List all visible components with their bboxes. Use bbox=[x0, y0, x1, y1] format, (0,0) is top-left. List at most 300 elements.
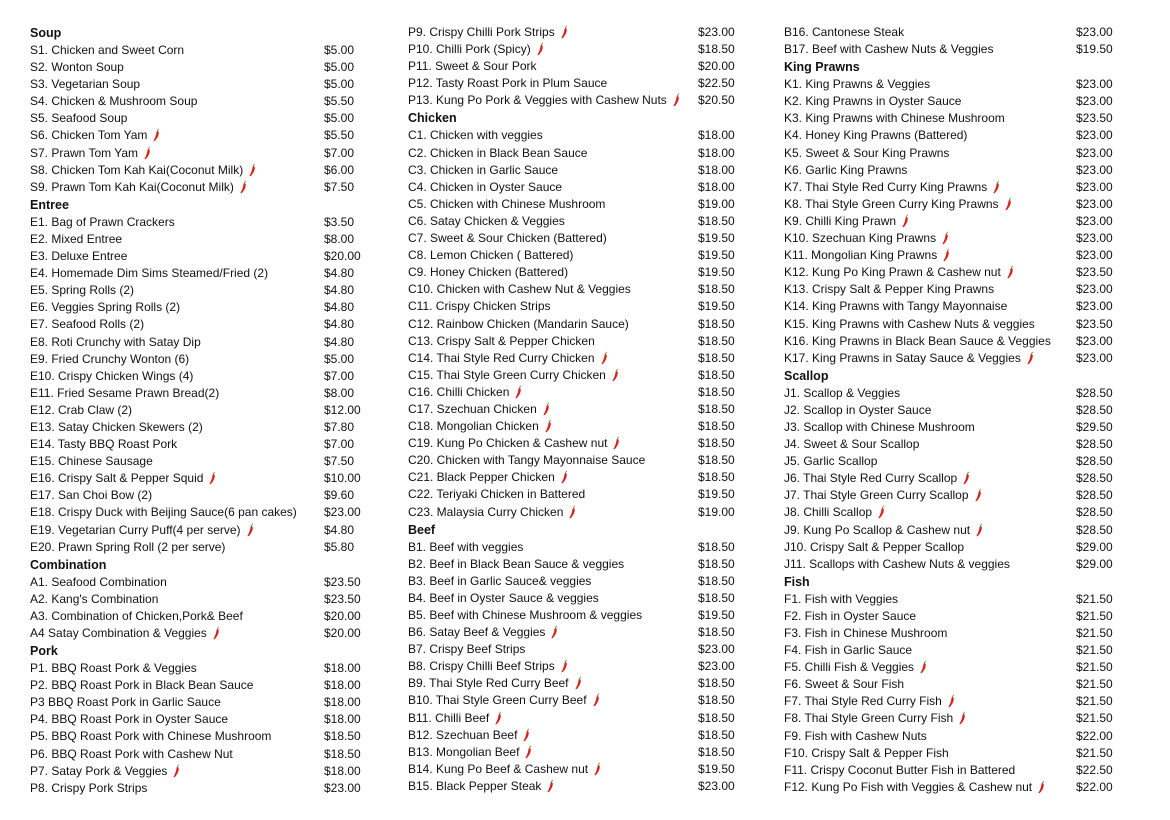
menu-item-price: $21.50 bbox=[1076, 694, 1113, 709]
menu-item-name: J10. Crispy Salt & Pepper Scallop bbox=[784, 539, 965, 554]
menu-item-price: $19.50 bbox=[698, 761, 735, 776]
menu-item-price: $4.80 bbox=[324, 300, 355, 315]
menu-item-name: F1. Fish with Veggies bbox=[784, 591, 899, 606]
menu-item-price: $21.50 bbox=[1076, 626, 1113, 640]
menu-item-name: E19. Vegetarian Curry Puff(4 per serve) bbox=[30, 522, 241, 537]
menu-item bbox=[408, 452, 744, 469]
menu-item-name: B11. Chilli Beef bbox=[408, 710, 490, 725]
menu-item bbox=[30, 231, 370, 248]
menu-item bbox=[784, 556, 1124, 573]
menu-item-price: $28.50 bbox=[1076, 488, 1113, 503]
menu-item bbox=[408, 179, 744, 196]
menu-item-price: $21.50 bbox=[1076, 711, 1113, 726]
menu-item-price: $12.00 bbox=[324, 402, 361, 417]
menu-item-price: $3.50 bbox=[324, 214, 355, 229]
menu-item bbox=[784, 110, 1124, 127]
menu-item-name: A3. Combination of Chicken,Pork& Beef bbox=[30, 608, 243, 623]
menu-item bbox=[784, 41, 1124, 58]
menu-item bbox=[408, 539, 744, 556]
menu-item bbox=[408, 264, 744, 281]
menu-item-name: S4. Chicken & Mushroom Soup bbox=[30, 94, 198, 109]
menu-item bbox=[408, 196, 744, 213]
chili-pepper-icon bbox=[919, 660, 927, 674]
menu-item-price: $18.50 bbox=[698, 42, 735, 57]
menu-item-name: B2. Beef in Black Bean Sauce & veggies bbox=[408, 556, 625, 571]
menu-item-name: J2. Scallop in Oyster Sauce bbox=[784, 402, 932, 417]
chili-pepper-icon bbox=[542, 402, 550, 416]
menu-item-name: B12. Szechuan Beef bbox=[408, 727, 518, 742]
menu-item bbox=[784, 728, 1124, 745]
menu-item bbox=[30, 608, 370, 625]
menu-item-price: $5.00 bbox=[324, 351, 355, 366]
menu-item-name: P1. BBQ Roast Pork & Veggies bbox=[30, 661, 197, 676]
chili-pepper-icon bbox=[1006, 265, 1014, 279]
menu-item-name: B9. Thai Style Red Curry Beef bbox=[408, 676, 569, 691]
menu-item-price: $18.50 bbox=[698, 436, 735, 451]
chili-pepper-icon bbox=[992, 180, 1000, 194]
menu-item bbox=[408, 658, 744, 675]
menu-item-name: C7. Sweet & Sour Chicken (Battered) bbox=[408, 231, 607, 246]
menu-item bbox=[30, 316, 370, 333]
menu-item-price: $23.00 bbox=[324, 505, 361, 520]
menu-item-name: B13. Mongolian Beef bbox=[408, 744, 520, 759]
menu-item-name: J6. Thai Style Red Curry Scallop bbox=[784, 471, 958, 486]
menu-item-name: E4. Homemade Dim Sims Steamed/Fried (2) bbox=[30, 266, 269, 281]
menu-item bbox=[408, 281, 744, 298]
menu-item bbox=[408, 230, 744, 247]
menu-item-price: $18.50 bbox=[698, 573, 735, 588]
menu-item-name: C18. Mongolian Chicken bbox=[408, 419, 539, 434]
chili-pepper-icon bbox=[1026, 351, 1034, 365]
menu-item-price: $7.00 bbox=[324, 145, 355, 160]
menu-item-price: $18.00 bbox=[324, 695, 361, 710]
menu-item bbox=[408, 298, 744, 315]
menu-item-name: C8. Lemon Chicken ( Battered) bbox=[408, 248, 574, 263]
menu-item-name: E13. Satay Chicken Skewers (2) bbox=[30, 419, 203, 434]
menu-item-price: $8.00 bbox=[324, 385, 355, 400]
menu-item bbox=[784, 522, 1124, 539]
menu-item bbox=[30, 162, 370, 179]
menu-item-name: F3. Fish in Chinese Mushroom bbox=[784, 626, 948, 640]
menu-item bbox=[784, 470, 1124, 487]
menu-item-price: $19.00 bbox=[698, 504, 735, 519]
menu-item-price: $23.50 bbox=[1076, 111, 1113, 126]
menu-item-price: $28.50 bbox=[1076, 385, 1113, 400]
menu-item bbox=[30, 591, 370, 608]
menu-item bbox=[408, 92, 744, 109]
menu-item-name: F2. Fish in Oyster Sauce bbox=[784, 608, 917, 623]
menu-item-price: $18.50 bbox=[698, 676, 735, 691]
menu-item bbox=[30, 763, 370, 780]
menu-item-price: $28.50 bbox=[1076, 402, 1113, 417]
menu-item-name: E2. Mixed Entree bbox=[30, 231, 123, 246]
menu-item bbox=[30, 711, 370, 728]
menu-item-price: $18.50 bbox=[698, 419, 735, 434]
menu-item bbox=[784, 710, 1124, 727]
menu-item-price: $5.80 bbox=[324, 539, 355, 554]
menu-item-name: A2. Kang's Combination bbox=[30, 591, 159, 606]
menu-item-name: C5. Chicken with Chinese Mushroom bbox=[408, 196, 606, 211]
menu-item-price: $21.50 bbox=[1076, 745, 1113, 760]
menu-item-price: $22.50 bbox=[698, 76, 735, 91]
menu-item-price: $18.50 bbox=[698, 213, 735, 228]
menu-item-price: $4.80 bbox=[324, 266, 355, 281]
chili-pepper-icon bbox=[962, 471, 970, 485]
menu-item bbox=[30, 539, 370, 556]
chili-pepper-icon bbox=[975, 523, 983, 537]
menu-item bbox=[30, 402, 370, 419]
menu-item-price: $19.50 bbox=[698, 231, 735, 246]
menu-item bbox=[408, 316, 744, 333]
chili-pepper-icon bbox=[901, 214, 909, 228]
menu-item-name: F4. Fish in Garlic Sauce bbox=[784, 643, 913, 658]
menu-item bbox=[784, 298, 1124, 315]
menu-column-1 bbox=[30, 24, 370, 797]
chili-pepper-icon bbox=[524, 745, 532, 759]
menu-item-name: J9. Kung Po Scallop & Cashew nut bbox=[784, 522, 971, 537]
menu-item-name: B17. Beef with Cashew Nuts & Veggies bbox=[784, 42, 994, 57]
menu-item-name: B7. Crispy Beef Strips bbox=[408, 642, 526, 657]
menu-item bbox=[784, 745, 1124, 762]
menu-item bbox=[408, 350, 744, 367]
menu-item bbox=[784, 436, 1124, 453]
menu-item-price: $20.00 bbox=[698, 59, 735, 74]
menu-item bbox=[30, 179, 370, 196]
menu-item-name: C17. Szechuan Chicken bbox=[408, 401, 537, 416]
menu-item-name: K5. Sweet & Sour King Prawns bbox=[784, 145, 950, 160]
menu-item bbox=[408, 573, 744, 590]
menu-item-price: $18.50 bbox=[324, 729, 361, 744]
menu-item-name: C11. Crispy Chicken Strips bbox=[408, 299, 551, 314]
menu-item-price: $18.50 bbox=[698, 316, 735, 331]
menu-item-name: C1. Chicken with veggies bbox=[408, 128, 543, 143]
menu-item-name: K17. King Prawns in Satay Sauce & Veggies bbox=[784, 350, 1021, 365]
section-title: Fish bbox=[784, 574, 810, 589]
menu-item-price: $4.80 bbox=[324, 283, 355, 298]
menu-item-name: S5. Seafood Soup bbox=[30, 111, 128, 126]
menu-item-price: $23.50 bbox=[1076, 316, 1113, 331]
menu-item-price: $7.00 bbox=[324, 368, 355, 383]
menu-item-price: $29.50 bbox=[1076, 419, 1113, 434]
menu-item-price: $28.50 bbox=[1076, 471, 1113, 486]
menu-item-price: $6.00 bbox=[324, 162, 355, 177]
chili-pepper-icon bbox=[514, 385, 522, 399]
menu-item-name: S8. Chicken Tom Kah Kai(Coconut Milk) bbox=[30, 162, 244, 177]
menu-item-price: $18.50 bbox=[698, 590, 735, 605]
menu-item-price: $28.50 bbox=[1076, 437, 1113, 452]
menu-item-price: $18.50 bbox=[698, 556, 735, 571]
chili-pepper-icon bbox=[560, 659, 568, 673]
menu-item bbox=[784, 213, 1124, 230]
menu-item-name: S6. Chicken Tom Yam bbox=[30, 128, 148, 143]
chili-pepper-icon bbox=[239, 180, 247, 194]
menu-item-name: B1. Beef with veggies bbox=[408, 539, 524, 554]
menu-item-price: $29.00 bbox=[1076, 556, 1113, 571]
menu-item-price: $5.00 bbox=[324, 60, 355, 75]
menu-item-name: P13. Kung Po Pork & Veggies with Cashew Nuts bbox=[408, 93, 667, 108]
menu-item-price: $23.00 bbox=[1076, 25, 1113, 39]
menu-item-price: $23.00 bbox=[698, 25, 735, 39]
menu-item-name: J11. Scallops with Cashew Nuts & veggies bbox=[784, 556, 1010, 571]
menu-item bbox=[408, 41, 744, 58]
menu-item bbox=[408, 744, 744, 761]
menu-item-name: C15. Thai Style Green Curry Chicken bbox=[408, 367, 606, 382]
menu-item-name: F6. Sweet & Sour Fish bbox=[784, 677, 905, 692]
menu-item-price: $7.00 bbox=[324, 437, 355, 452]
menu-item-name: P3 BBQ Roast Pork in Garlic Sauce bbox=[30, 695, 221, 710]
chili-pepper-icon bbox=[958, 711, 966, 725]
chili-pepper-icon bbox=[574, 676, 582, 690]
menu-item-price: $18.50 bbox=[324, 746, 361, 761]
menu-item-name: K3. King Prawns with Chinese Mushroom bbox=[784, 111, 1005, 126]
menu-item bbox=[784, 504, 1124, 521]
menu-item-price: $18.50 bbox=[698, 401, 735, 416]
menu-item-price: $23.00 bbox=[1076, 179, 1113, 194]
menu-item-name: E16. Crispy Salt & Pepper Squid bbox=[30, 471, 204, 486]
menu-item bbox=[408, 247, 744, 264]
chili-pepper-icon bbox=[544, 419, 552, 433]
menu-item-price: $23.00 bbox=[1076, 333, 1113, 348]
menu-item bbox=[784, 608, 1124, 625]
menu-item-name: C13. Crispy Salt & Pepper Chicken bbox=[408, 333, 595, 348]
menu-item-name: K13. Crispy Salt & Pepper King Prawns bbox=[784, 282, 995, 297]
menu-item-name: B4. Beef in Oyster Sauce & veggies bbox=[408, 590, 599, 605]
menu-item bbox=[784, 24, 1124, 41]
menu-item-name: K11. Mongolian King Prawns bbox=[784, 248, 938, 263]
menu-item bbox=[30, 660, 370, 677]
section-title: Entree bbox=[30, 197, 69, 212]
menu-item bbox=[784, 76, 1124, 93]
menu-item-price: $7.50 bbox=[324, 179, 355, 194]
menu-item bbox=[784, 539, 1124, 556]
menu-item-name: C6. Satay Chicken & Veggies bbox=[408, 213, 565, 228]
menu-item-price: $20.00 bbox=[324, 626, 361, 640]
chili-pepper-icon bbox=[536, 42, 544, 56]
menu-item bbox=[784, 487, 1124, 504]
menu-item bbox=[784, 625, 1124, 642]
menu-item-price: $18.50 bbox=[698, 282, 735, 297]
menu-item-price: $23.00 bbox=[1076, 128, 1113, 143]
menu-item bbox=[408, 401, 744, 418]
chili-pepper-icon bbox=[974, 488, 982, 502]
menu-item-name: K7. Thai Style Red Curry King Prawns bbox=[784, 179, 988, 194]
menu-item bbox=[408, 607, 744, 624]
menu-item-name: E10. Crispy Chicken Wings (4) bbox=[30, 368, 194, 383]
menu-item-name: P8. Crispy Pork Strips bbox=[30, 780, 148, 795]
menu-item-price: $20.00 bbox=[324, 608, 361, 623]
menu-item-price: $28.50 bbox=[1076, 454, 1113, 469]
menu-item bbox=[30, 677, 370, 694]
menu-item-name: C16. Chilli Chicken bbox=[408, 384, 510, 399]
menu-item-name: E17. San Choi Bow (2) bbox=[30, 488, 153, 503]
menu-item bbox=[784, 591, 1124, 608]
menu-item-name: B14. Kung Po Beef & Cashew nut bbox=[408, 761, 589, 776]
menu-item-name: P10. Chilli Pork (Spicy) bbox=[408, 42, 531, 57]
menu-item-name: B6. Satay Beef & Veggies bbox=[408, 625, 546, 640]
menu-item-name: B3. Beef in Garlic Sauce& veggies bbox=[408, 573, 592, 588]
chili-pepper-icon bbox=[593, 762, 601, 776]
menu-item-price: $28.50 bbox=[1076, 522, 1113, 537]
menu-item bbox=[30, 504, 370, 521]
menu-item bbox=[30, 574, 370, 591]
menu-item bbox=[408, 435, 744, 452]
menu-item-price: $5.00 bbox=[324, 43, 355, 57]
chili-pepper-icon bbox=[942, 248, 950, 262]
menu-item-price: $23.00 bbox=[1076, 196, 1113, 211]
menu-item-price: $20.00 bbox=[324, 249, 361, 264]
menu-item bbox=[784, 762, 1124, 779]
menu-item-name: S7. Prawn Tom Yam bbox=[30, 145, 139, 160]
menu-item-name: K2. King Prawns in Oyster Sauce bbox=[784, 94, 962, 109]
menu-item-name: C22. Teriyaki Chicken in Battered bbox=[408, 487, 586, 502]
menu-item-name: E11. Fried Sesame Prawn Bread(2) bbox=[30, 385, 220, 400]
menu-item bbox=[408, 504, 744, 521]
chili-pepper-icon bbox=[592, 693, 600, 707]
menu-item bbox=[30, 59, 370, 76]
menu-item-name: C10. Chicken with Cashew Nut & Veggies bbox=[408, 282, 631, 297]
menu-item-name: E14. Tasty BBQ Roast Pork bbox=[30, 437, 178, 452]
menu-item bbox=[408, 710, 744, 727]
menu-item-name: F12. Kung Po Fish with Veggies & Cashew nut bbox=[784, 779, 1033, 794]
menu-item-price: $19.50 bbox=[698, 608, 735, 622]
menu-item bbox=[30, 694, 370, 711]
menu-item bbox=[784, 659, 1124, 676]
menu-item bbox=[408, 486, 744, 503]
menu-item-name: E15. Chinese Sausage bbox=[30, 454, 153, 469]
menu-item-name: J8. Chilli Scallop bbox=[784, 505, 873, 520]
menu-item bbox=[408, 469, 744, 486]
menu-item-name: K1. King Prawns & Veggies bbox=[784, 77, 931, 92]
menu-item-name: E12. Crab Claw (2) bbox=[30, 402, 133, 417]
menu-item bbox=[30, 282, 370, 299]
menu-item-name: E20. Prawn Spring Roll (2 per serve) bbox=[30, 539, 226, 554]
menu-item bbox=[784, 333, 1124, 350]
menu-item bbox=[784, 145, 1124, 162]
menu-item-price: $22.00 bbox=[1076, 779, 1113, 794]
chili-pepper-icon bbox=[143, 146, 151, 160]
menu-item bbox=[30, 127, 370, 144]
menu-item-name: E9. Fried Crunchy Wonton (6) bbox=[30, 351, 190, 366]
menu-item-name: P4. BBQ Roast Pork in Oyster Sauce bbox=[30, 712, 229, 727]
menu-item bbox=[408, 727, 744, 744]
menu-item-name: C19. Kung Po Chicken & Cashew nut bbox=[408, 436, 608, 451]
menu-item-name: S2. Wonton Soup bbox=[30, 60, 124, 75]
menu-item-name: B10. Thai Style Green Curry Beef bbox=[408, 693, 587, 708]
chili-pepper-icon bbox=[550, 625, 558, 639]
chili-pepper-icon bbox=[212, 626, 220, 640]
menu-item bbox=[408, 58, 744, 75]
menu-item-name: S1. Chicken and Sweet Corn bbox=[30, 43, 185, 57]
chili-pepper-icon bbox=[522, 728, 530, 742]
menu-item-price: $23.00 bbox=[1076, 162, 1113, 177]
menu-item-price: $23.00 bbox=[1076, 213, 1113, 228]
menu-item-name: K14. King Prawns with Tangy Mayonnaise bbox=[784, 299, 1008, 314]
menu-item-price: $18.50 bbox=[698, 367, 735, 382]
menu-item bbox=[784, 230, 1124, 247]
menu-item-price: $23.00 bbox=[1076, 94, 1113, 109]
menu-item-name: K4. Honey King Prawns (Battered) bbox=[784, 128, 968, 143]
menu-item-name: C2. Chicken in Black Bean Sauce bbox=[408, 145, 588, 160]
menu-item-price: $23.00 bbox=[1076, 145, 1113, 160]
menu-item-price: $5.00 bbox=[324, 77, 355, 92]
menu-item-price: $23.00 bbox=[1076, 282, 1113, 297]
menu-item-price: $23.00 bbox=[324, 780, 361, 795]
menu-item-price: $18.50 bbox=[698, 625, 735, 640]
menu-item-price: $19.50 bbox=[698, 299, 735, 314]
menu-item-name: K6. Garlic King Prawns bbox=[784, 162, 908, 177]
chili-pepper-icon bbox=[246, 523, 254, 537]
menu-item bbox=[784, 779, 1124, 796]
menu-item-name: C20. Chicken with Tangy Mayonnaise Sauce bbox=[408, 453, 646, 468]
menu-item-price: $18.00 bbox=[324, 678, 361, 693]
menu-item-price: $10.00 bbox=[324, 471, 361, 486]
menu-item-price: $18.50 bbox=[698, 333, 735, 348]
menu-item bbox=[784, 162, 1124, 179]
menu-item-name: C3. Chicken in Garlic Sauce bbox=[408, 162, 559, 177]
menu-item bbox=[408, 213, 744, 230]
menu-item-price: $18.50 bbox=[698, 384, 735, 399]
menu-item bbox=[408, 24, 744, 41]
menu-item-price: $23.00 bbox=[1076, 77, 1113, 92]
chili-pepper-icon bbox=[494, 711, 502, 725]
chili-pepper-icon bbox=[568, 505, 576, 519]
menu-item-price: $23.50 bbox=[1076, 265, 1113, 280]
menu-item bbox=[30, 214, 370, 231]
menu-item-name: S3. Vegetarian Soup bbox=[30, 77, 141, 92]
menu-item bbox=[30, 368, 370, 385]
menu-item bbox=[30, 419, 370, 436]
menu-item-price: $23.50 bbox=[324, 591, 361, 606]
menu-item-price: $22.50 bbox=[1076, 762, 1113, 777]
menu-item-price: $23.00 bbox=[1076, 299, 1113, 314]
menu-item bbox=[784, 196, 1124, 213]
menu-column-3 bbox=[784, 24, 1124, 796]
menu-item-price: $23.00 bbox=[1076, 231, 1113, 246]
menu-item bbox=[408, 75, 744, 92]
menu-item-name: C4. Chicken in Oyster Sauce bbox=[408, 179, 563, 194]
menu-item-price: $18.00 bbox=[698, 179, 735, 194]
menu-item-name: K10. Szechuan King Prawns bbox=[784, 231, 937, 246]
menu-item bbox=[30, 42, 370, 59]
menu-item bbox=[408, 418, 744, 435]
menu-item bbox=[30, 334, 370, 351]
menu-item-price: $23.50 bbox=[324, 574, 361, 589]
menu-item-price: $21.50 bbox=[1076, 660, 1113, 675]
section-title: Soup bbox=[30, 26, 62, 40]
menu-item-name: F11. Crispy Coconut Butter Fish in Battered bbox=[784, 762, 1016, 777]
menu-item bbox=[408, 384, 744, 401]
menu-item-price: $18.00 bbox=[324, 712, 361, 727]
menu-item-name: P6. BBQ Roast Pork with Cashew Nut bbox=[30, 746, 233, 761]
menu-item bbox=[408, 692, 744, 709]
menu-item bbox=[30, 453, 370, 470]
menu-item bbox=[408, 556, 744, 573]
menu-item-name: K12. Kung Po King Prawn & Cashew nut bbox=[784, 265, 1001, 280]
menu-item-price: $19.50 bbox=[698, 487, 735, 502]
menu-item bbox=[408, 367, 744, 384]
menu-item-name: F8. Thai Style Green Curry Fish bbox=[784, 711, 954, 726]
menu-item-name: B15. Black Pepper Steak bbox=[408, 778, 542, 793]
menu-item bbox=[784, 693, 1124, 710]
menu-item-price: $21.50 bbox=[1076, 677, 1113, 692]
menu-item-name: K16. King Prawns in Black Bean Sauce & Veggies bbox=[784, 333, 1051, 348]
menu-item-name: K9. Chilli King Prawn bbox=[784, 213, 897, 228]
menu-item-name: F5. Chilli Fish & Veggies bbox=[784, 660, 915, 675]
menu-item bbox=[784, 247, 1124, 264]
menu-item bbox=[30, 145, 370, 162]
menu-item-name: J5. Garlic Scallop bbox=[784, 454, 878, 469]
menu-item-name: E6. Veggies Spring Rolls (2) bbox=[30, 300, 181, 315]
